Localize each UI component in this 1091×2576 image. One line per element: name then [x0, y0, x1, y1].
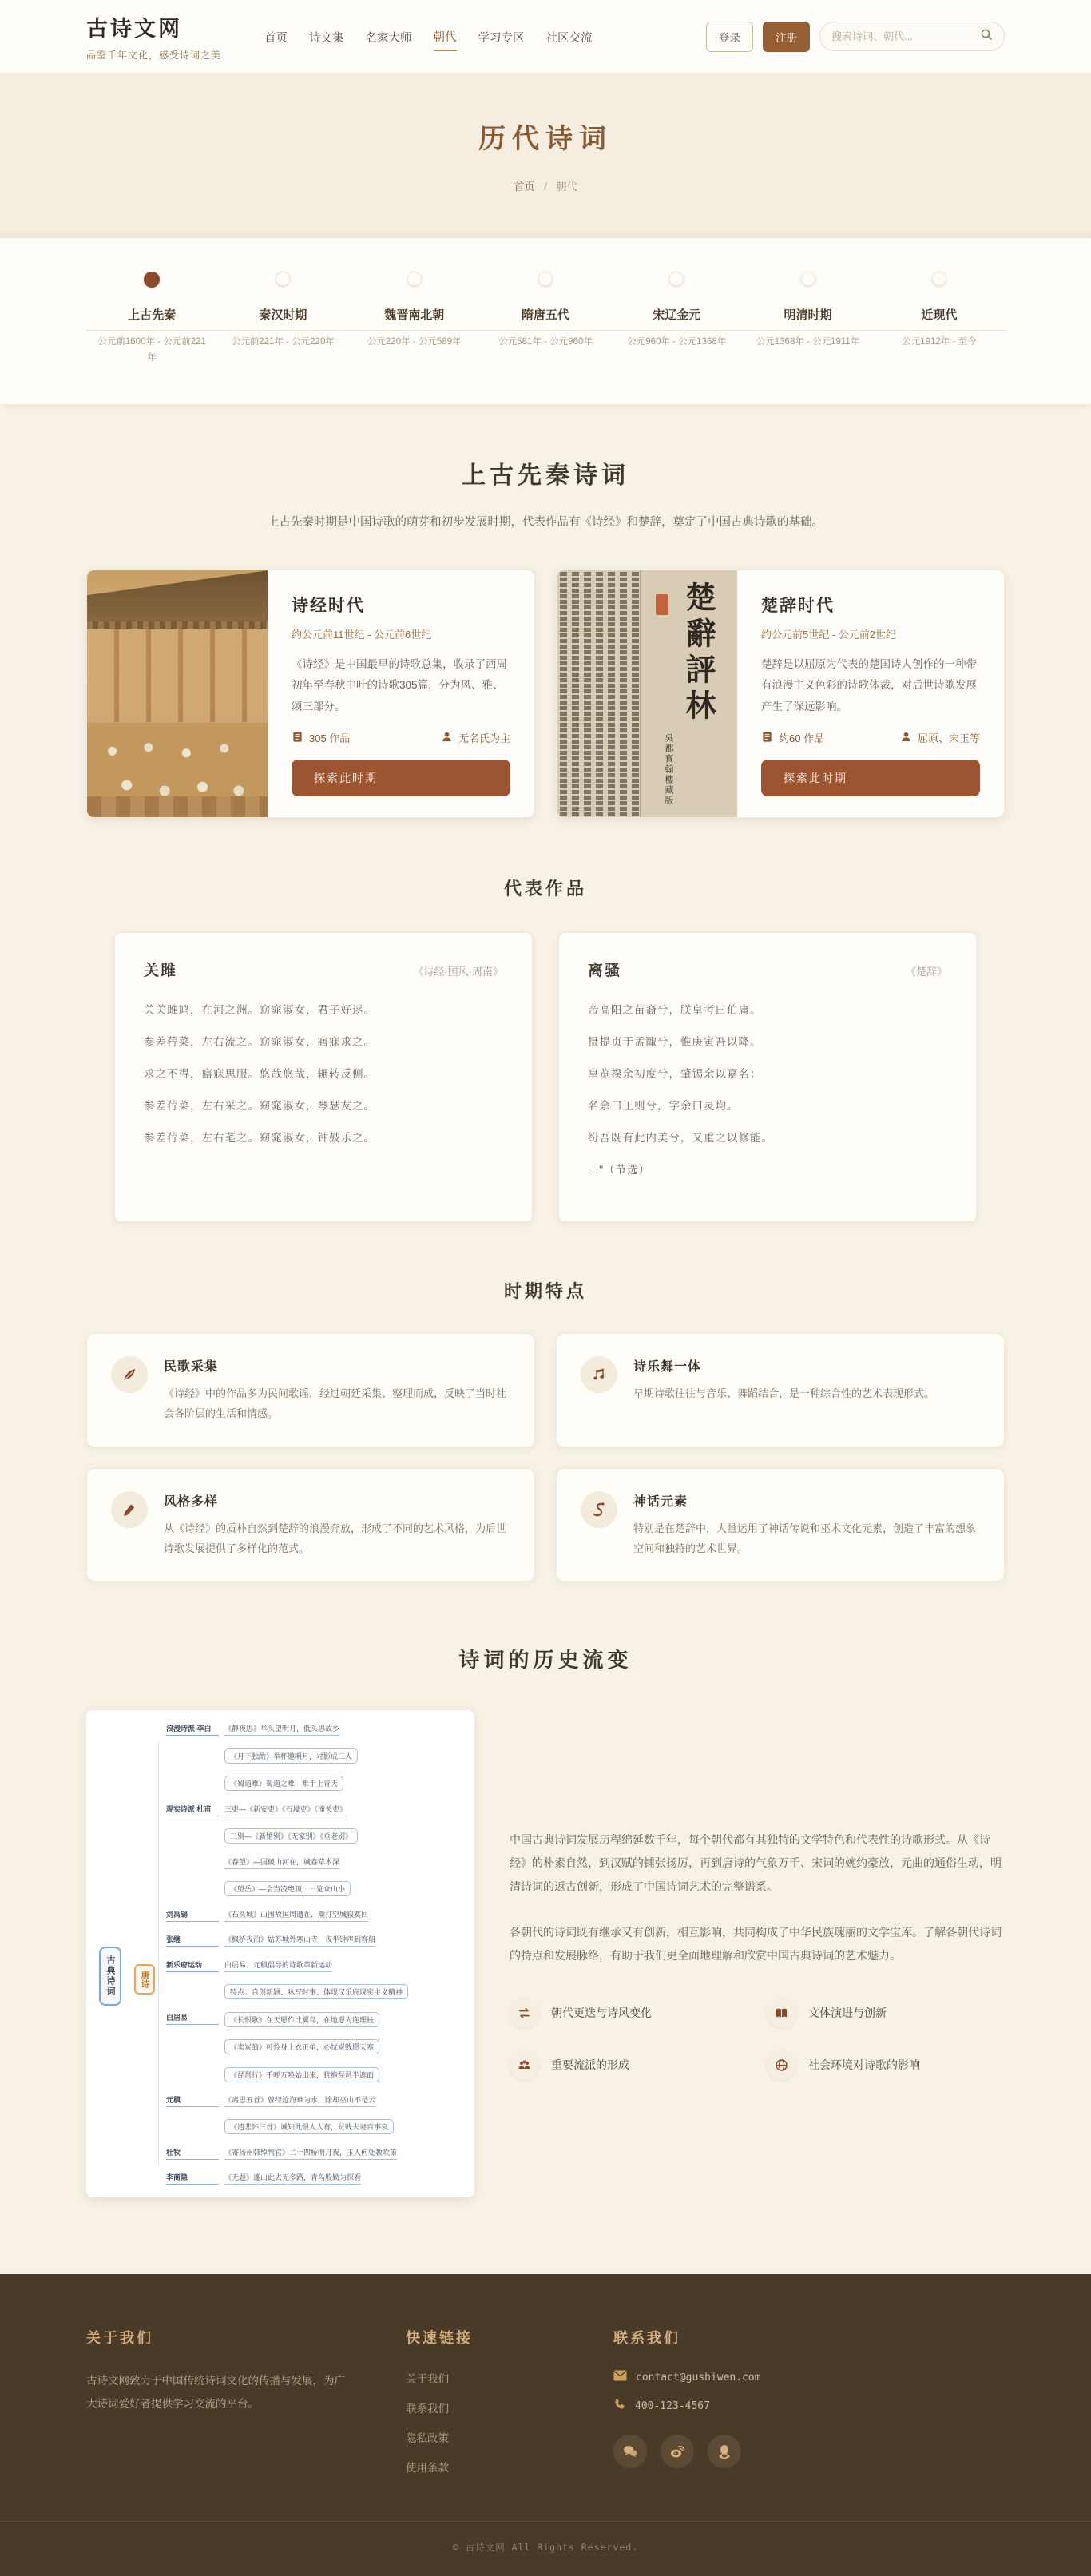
feature-card-music	[556, 1333, 1005, 1447]
feature-title: 风格多样	[164, 1494, 219, 1509]
poem-line: 名余曰正则兮，字余曰灵均。	[588, 1100, 739, 1113]
features-section-title: 时期特点	[503, 1281, 587, 1302]
period-card-title: 诗经时代	[292, 596, 365, 616]
poem-line: 参差荇菜，左右流之。窈窕淑女，寤寐求之。	[144, 1036, 375, 1049]
logo-title: 古诗文网	[86, 17, 182, 41]
main-nav	[264, 22, 593, 51]
login-button[interactable]: 登录	[706, 22, 753, 52]
breadcrumb	[0, 178, 1091, 193]
mail-icon	[613, 2370, 627, 2384]
history-point-genre-evolution: 文体演进与创新	[767, 1998, 1005, 2028]
timeline-label: 明清时期	[776, 307, 840, 324]
site-header	[0, 0, 1091, 73]
poem-line: 帝高阳之苗裔兮，朕皇考曰伯庸。	[588, 1004, 762, 1017]
works-section-title: 代表作品	[503, 879, 587, 899]
history-paragraph-1: 中国古典诗词发展历程绵延数千年，每个朝代都有其独特的文学特色和代表性的诗歌形式。从《诗经》的朴素自然，到汉赋的铺张扬厉，再到唐诗的气象万千、宋词的婉约豪放，元曲的通俗生动，明清诗词的返古创新，形成了中国诗词艺术的完整谱系。	[510, 1832, 1002, 1893]
site-footer	[0, 2274, 1091, 2576]
footer-link-terms[interactable]: 使用条款	[406, 2462, 449, 2475]
copyright-text: © 古诗文网 All Rights Reserved.	[0, 2521, 1091, 2576]
breadcrumb-current: 朝代	[556, 181, 577, 193]
weibo-icon[interactable]	[661, 2435, 694, 2468]
search-box[interactable]	[819, 22, 1005, 51]
document-icon	[292, 731, 303, 745]
period-card-date: 约公元前11世纪 - 公元前6世纪	[292, 629, 432, 641]
swap-icon	[510, 1998, 539, 2028]
timeline-dot[interactable]	[669, 272, 684, 286]
timeline-dot[interactable]	[276, 272, 290, 286]
period-section	[0, 404, 1091, 818]
poem-line: ..."（节选）	[588, 1164, 651, 1177]
timeline-dot-active[interactable]	[144, 272, 160, 288]
feature-description: 早期诗歌往往与音乐、舞蹈结合，是一种综合性的艺术表现形式。	[633, 1387, 935, 1400]
timeline-dot[interactable]	[801, 272, 815, 286]
period-section-description: 上古先秦时期是中国诗歌的萌芽和初步发展时期，代表作品有《诗经》和楚辞，奠定了中国古典诗歌的基础。	[268, 516, 823, 530]
timeline-item-qinhan[interactable]	[217, 272, 348, 366]
poem-line: 求之不得，寤寐思服。悠哉悠哉，辗转反侧。	[144, 1068, 375, 1081]
search-input[interactable]	[831, 30, 980, 42]
contact-phone: 400-123-4567	[613, 2398, 1005, 2414]
footer-link-contact[interactable]: 联系我们	[406, 2403, 449, 2415]
feature-title: 民歌采集	[164, 1360, 219, 1375]
person-icon	[900, 731, 912, 745]
dynasty-timeline	[0, 238, 1091, 404]
poem-line: 参差荇菜，左右采之。窈窕淑女，琴瑟友之。	[144, 1100, 375, 1113]
feature-description: 从《诗经》的质朴自然到楚辞的浪漫奔放，形成了不同的艺术风格，为后世诗歌发展提供了多样化的范式。	[164, 1522, 507, 1555]
open-book-icon	[767, 1998, 796, 2028]
timeline-range: 公元1912年 - 至今	[902, 337, 977, 347]
breadcrumb-home[interactable]: 首页	[514, 181, 535, 193]
hero-banner	[0, 73, 1091, 238]
timeline-label: 隋唐五代	[514, 307, 577, 324]
nav-item-community[interactable]: 社区交流	[546, 32, 593, 45]
breadcrumb-separator: /	[544, 181, 547, 193]
nav-item-collections[interactable]: 诗文集	[309, 32, 344, 45]
timeline-label: 宋辽金元	[645, 307, 708, 324]
red-seal	[656, 594, 668, 615]
timeline-range: 公元前1600年 - 公元前221年	[97, 337, 206, 363]
history-section	[0, 1582, 1091, 2197]
logo-tagline: 品鉴千年文化，感受诗词之美	[86, 50, 222, 61]
timeline-range: 公元581年 - 公元960年	[498, 337, 593, 347]
timeline-range: 公元220年 - 公元589年	[367, 337, 462, 347]
globe-icon	[767, 2050, 796, 2080]
footer-link-about[interactable]: 关于我们	[406, 2373, 449, 2386]
document-icon	[761, 731, 773, 745]
register-button[interactable]: 注册	[763, 22, 810, 52]
authors-label: 屈原、宋玉等	[900, 730, 980, 745]
poem-title: 关雎	[144, 963, 178, 980]
timeline-dot[interactable]	[407, 272, 422, 286]
poetry-history-mindmap-image: 古典诗词 唐诗 浪漫诗派 李白 《静夜思》举头望明月，低头思故乡 《月下独酌》举杯邀明月，对影成三人 《蜀道难》蜀道之难，难于上青天 现实诗派 杜甫 三吏—《新安吏》《石壕吏》《潼关吏》 三别—《新婚别》《无家别》《垂老别》 《春望》—国破山河在，城春草木深 《望岳》—会当凌绝顶，一览众山小 刘禹锡 《石头城》山围故国周遭在，潮打空城寂寞回 张继 《枫桥夜泊》姑苏城外寒山寺，夜半钟声到客船 新乐府运动 白居易、元稹倡导的诗歌革新运动 特点：自创新题、咏写时事、体现汉乐府现实主义精神 白居易 《长恨歌》在天愿作比翼鸟，在地愿为连理枝 《卖炭翁》可怜身上衣正单，心忧炭贱愿天寒 《琵琶行》千呼万唤始出来，犹抱琵琶半遮面 元稹 《离思五首》曾经沧海难为水，除却巫山不是云 《遣悲怀三首》诚知此恨人人有，贫贱夫妻百事哀 杜牧 《寄扬州韩绰判官》二十四桥明月夜，玉人何处教吹箫 李商隐 《无题》蓬山此去无多路，青鸟殷勤为探看	[86, 1710, 474, 2197]
pen-icon	[111, 1491, 148, 1528]
feature-title: 神话元素	[633, 1494, 688, 1509]
music-icon	[581, 1356, 617, 1393]
feature-card-myth	[556, 1468, 1005, 1582]
poem-line: 参差荇菜，左右芼之。窈窕淑女，钟鼓乐之。	[144, 1132, 375, 1145]
feature-description: 特别是在楚辞中，大量运用了神话传说和巫术文化元素，创造了丰富的想象空间和独特的艺术世界。	[633, 1522, 977, 1555]
timeline-dot[interactable]	[538, 272, 553, 286]
footer-contact-column	[613, 2327, 1005, 2475]
search-icon[interactable]	[980, 28, 993, 45]
feather-icon	[111, 1356, 148, 1393]
timeline-item-songliao[interactable]	[611, 272, 742, 366]
period-section-title: 上古先秦诗词	[462, 462, 629, 490]
footer-about-title: 关于我们	[86, 2330, 153, 2347]
poem-source: 《诗经·国风·周南》	[413, 966, 503, 978]
poem-card-guanju	[114, 932, 533, 1222]
mindmap-root-node: 古典诗词	[99, 1947, 121, 2006]
feature-card-styles	[86, 1468, 535, 1582]
qq-icon[interactable]	[708, 2435, 741, 2468]
timeline-item-weijin[interactable]	[349, 272, 480, 366]
poem-line: 关关雎鸠，在河之洲。窈窕淑女，君子好逑。	[144, 1004, 375, 1017]
period-card-description: 《诗经》是中国最早的诗歌总集，收录了西周初年至春秋中叶的诗歌305篇，分为风、雅、颂三部分。	[292, 658, 507, 712]
mindmap-dynasty-node: 唐诗	[134, 1964, 155, 1995]
history-section-title: 诗词的历史流变	[458, 1649, 633, 1673]
history-paragraph-2: 各朝代的诗词既有继承又有创新，相互影响，共同构成了中华民族瑰丽的文学宝库。了解各朝代诗词的特点和发展脉络，有助于我们更全面地理解和欣赏中国古典诗词的艺术魅力。	[510, 1926, 1002, 1963]
contact-email: contact@gushiwen.com	[613, 2370, 1005, 2384]
features-section	[0, 1222, 1091, 1582]
poem-title: 离骚	[588, 963, 622, 980]
footer-links-title: 快速链接	[406, 2330, 473, 2347]
poem-line: 皇览揆余初度兮，肇锡余以嘉名：	[588, 1068, 762, 1081]
history-point-dynasty-change: 朝代更迭与诗风变化	[510, 1998, 748, 2028]
book-cover-caption: 吳郡寳翰樓藏版	[664, 733, 673, 807]
feature-description: 《诗经》中的作品多为民间歌谣，经过朝廷采集、整理而成，反映了当时社会各阶层的生活和情感。	[164, 1387, 507, 1420]
nav-item-dynasties[interactable]: 朝代	[434, 22, 457, 51]
footer-about-text: 古诗文网致力于中国传统诗词文化的传播与发展，为广大诗词爱好者提供学习交流的平台。	[86, 2375, 345, 2410]
nav-item-masters[interactable]: 名家大师	[365, 32, 412, 45]
timeline-item-suitang[interactable]	[480, 272, 611, 366]
period-card-chuci	[556, 570, 1005, 818]
timeline-label: 近现代	[913, 307, 965, 324]
timeline-label: 魏晋南北朝	[376, 307, 452, 324]
logo[interactable]	[86, 11, 221, 62]
timeline-range: 公元前221年 - 公元220年	[231, 337, 335, 347]
works-count: 305 作品	[292, 730, 350, 745]
page-title: 历代诗词	[478, 125, 613, 154]
footer-about-column	[86, 2327, 406, 2475]
timeline-item-modern[interactable]	[874, 272, 1005, 366]
period-card-date: 约公元前5世纪 - 公元前2世纪	[761, 629, 897, 641]
dragon-icon	[581, 1491, 617, 1528]
timeline-range: 公元960年 - 公元1368年	[627, 337, 727, 347]
authors-label: 无名氏为主	[441, 730, 510, 745]
period-card-shijing	[86, 570, 535, 818]
shijing-painting-image	[87, 570, 268, 817]
person-icon	[441, 731, 453, 745]
footer-link-privacy[interactable]: 隐私政策	[406, 2432, 449, 2445]
phone-icon	[613, 2398, 626, 2414]
nav-item-study[interactable]: 学习专区	[478, 32, 525, 45]
explore-period-button[interactable]: 探索此时期	[292, 760, 510, 796]
poem-line: 摄提贞于孟陬兮，惟庚寅吾以降。	[588, 1036, 762, 1049]
footer-links-column	[406, 2327, 613, 2475]
history-point-schools: 重要流派的形成	[510, 2050, 748, 2080]
timeline-item-xianqin[interactable]	[86, 272, 217, 366]
wechat-icon[interactable]	[613, 2435, 647, 2468]
timeline-range: 公元1368年 - 公元1911年	[756, 337, 860, 347]
period-card-description: 楚辞是以屈原为代表的楚国诗人创作的一种带有浪漫主义色彩的诗歌体裁，对后世诗歌发展产生了深远影响。	[761, 658, 977, 712]
timeline-label: 秦汉时期	[251, 307, 315, 324]
feature-title: 诗乐舞一体	[633, 1360, 702, 1375]
timeline-label: 上古先秦	[120, 307, 184, 324]
users-icon	[510, 2050, 539, 2080]
footer-contact-title: 联系我们	[613, 2330, 680, 2347]
timeline-item-mingqing[interactable]	[742, 272, 873, 366]
period-card-title: 楚辞时代	[761, 596, 835, 616]
explore-period-button[interactable]: 探索此时期	[761, 760, 980, 796]
poem-source: 《楚辞》	[905, 966, 947, 978]
history-point-social-env: 社会环境对诗歌的影响	[767, 2050, 1005, 2080]
poem-card-lisao	[558, 932, 977, 1222]
book-cover-title: 楚辭評林	[680, 581, 714, 726]
works-count: 约60 作品	[761, 730, 824, 745]
timeline-dot[interactable]	[932, 272, 946, 286]
works-section	[0, 818, 1091, 1222]
feature-card-folksong	[86, 1333, 535, 1447]
nav-item-home[interactable]: 首页	[264, 32, 288, 45]
poem-line: 纷吾既有此内美兮，又重之以修能。	[588, 1132, 773, 1145]
chuci-book-image	[557, 570, 737, 817]
